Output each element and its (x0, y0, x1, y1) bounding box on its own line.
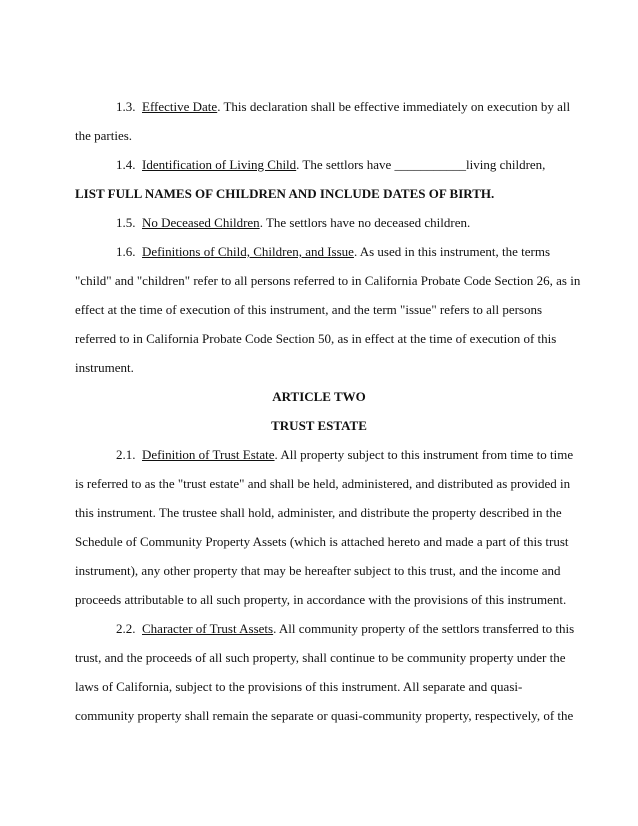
section-2-1-line-4: Schedule of Community Property Assets (which is attached hereto and made a part of this trust (75, 534, 569, 549)
section-1-6-line-1 (116, 244, 550, 260)
section-number: 2.1. (116, 447, 136, 462)
section-2-1-line-2: is referred to as the "trust estate" and shall be held, administered, and distributed as provided in (75, 476, 571, 491)
section-title: Effective Date (142, 99, 218, 114)
section-number: 1.6. (116, 244, 136, 259)
section-number: 1.5. (116, 215, 136, 230)
section-number: 2.2. (116, 621, 136, 636)
section-2-1-line-3: this instrument. The trustee shall hold, administer, and distribute the property described in the (75, 505, 562, 520)
section-1-6-line-5: instrument. (75, 360, 134, 375)
section-1-3-line-2: the parties. (75, 128, 133, 143)
section-title: No Deceased Children (142, 215, 260, 230)
section-2-1-line-6: proceeds attributable to all such property, in accordance with the provisions of this instrument. (75, 592, 567, 607)
section-1-4-instruction: LIST FULL NAMES OF CHILDREN AND INCLUDE DATES OF BIRTH. (75, 186, 495, 201)
section-2-1-line-5: instrument), any other property that may be hereafter subject to this trust, and the income and (75, 563, 561, 578)
section-1-6-line-3: effect at the time of execution of this instrument, and the term "issue" refers to all persons (75, 302, 543, 317)
article-subheading: TRUST ESTATE (271, 418, 367, 433)
section-title: Character of Trust Assets (142, 621, 274, 636)
section-text: . All community property of the settlors transferred to this (273, 621, 575, 636)
article-heading: ARTICLE TWO (272, 389, 366, 404)
section-text: . The settlors have ___________living children, (296, 157, 546, 172)
section-1-6-line-2: "child" and "children" refer to all persons referred to in California Probate Code Section 26, as in (75, 273, 581, 288)
section-text: . As used in this instrument, the terms (353, 244, 551, 259)
section-title: Identification of Living Child (142, 157, 297, 172)
section-2-2-line-1 (116, 621, 574, 637)
section-1-5-line-1 (116, 215, 470, 231)
section-number: 1.3. (116, 99, 136, 114)
section-text: . All property subject to this instrument from time to time (274, 447, 574, 462)
section-2-1-line-1 (116, 447, 573, 463)
section-1-4-line-1 (116, 157, 545, 173)
section-title: Definition of Trust Estate (142, 447, 275, 462)
section-2-2-line-2: trust, and the proceeds of all such property, shall continue to be community property under the (75, 650, 566, 665)
section-text: . This declaration shall be effective immediately on execution by all (217, 99, 571, 114)
section-2-2-line-4: community property shall remain the separate or quasi-community property, respectively, of the (75, 708, 574, 723)
section-title: Definitions of Child, Children, and Issue (142, 244, 354, 259)
section-text: . The settlors have no deceased children. (259, 215, 471, 230)
section-number: 1.4. (116, 157, 136, 172)
section-2-2-line-3: laws of California, subject to the provisions of this instrument. All separate and quasi- (75, 679, 523, 694)
section-1-3-line-1 (116, 99, 570, 115)
section-1-6-line-4: referred to in California Probate Code Section 50, as in effect at the time of execution of this (75, 331, 557, 346)
